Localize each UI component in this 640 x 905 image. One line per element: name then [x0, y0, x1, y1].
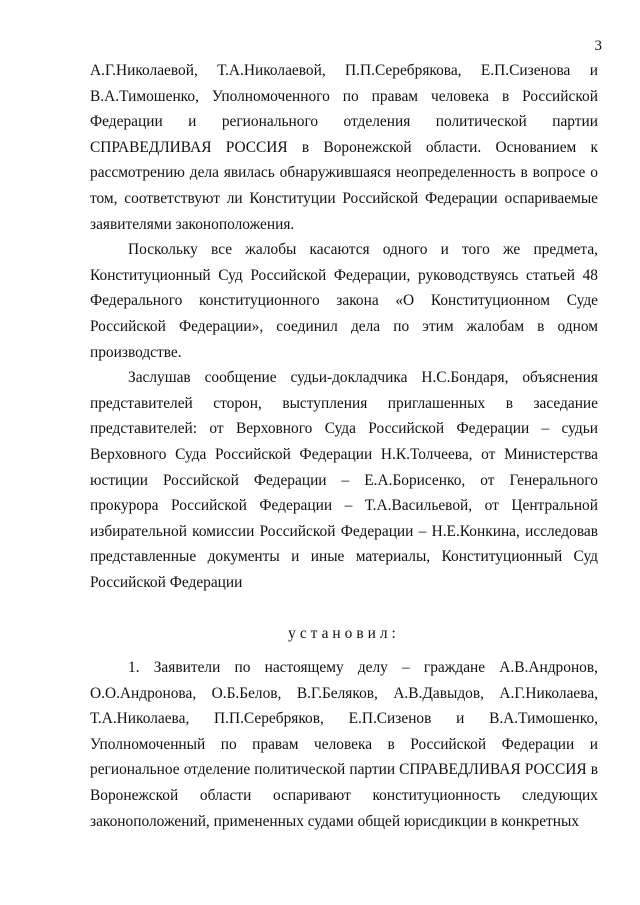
paragraph-joined-cases: Поскольку все жалобы касаются одного и того же предмета, Конституционный Суд Российской Федерации, руководствуясь статьей 48 Федерального конституционного закона «О Конституционном Суде Российской Федерации», соединил дела по этим жалобам в одном производстве. [90, 241, 598, 361]
paragraph-parties-continued: А.Г.Николаевой, Т.А.Николаевой, П.П.Серебрякова, Е.П.Сизенова и В.А.Тимошенко, Уполномоченного по правам человека в Российской Федерации и регионального отделения политической партии СПРАВЕДЛИВАЯ РОССИЯ в Воронежской области. Основанием к рассмотрению дела явилась обнаружившаяся неопределенность в вопросе о том, соответствуют ли Конституции Российской Федерации оспариваемые заявителями законоположения. [90, 62, 598, 233]
page-number: 3 [594, 38, 602, 54]
document-body [90, 58, 598, 834]
paragraph-hearing: Заслушав сообщение судьи-докладчика Н.С.Бондаря, объяснения представителей сторон, выступления приглашенных в заседание представителей: от Верховного Суда Российской Федерации – судьи Верховного Суда Российской Федерации Н.К.Толчеева, от Министерства юстиции Российской Федерации – Е.А.Борисенко, от Генерального прокурора Российской Федерации – Т.А.Васильевой, от Центральной избирательной комиссии Российской Федерации – Н.Е.Конкина, исследовав представленные документы и иные материалы, Конституционный Суд Российской Федерации [90, 369, 598, 591]
section-heading-established: установил: [288, 625, 400, 643]
paragraph-applicants: 1. Заявители по настоящему делу – граждане А.В.Андронов, О.О.Андронова, О.Б.Белов, В.Г.Беляков, А.В.Давыдов, А.Г.Николаева, Т.А.Николаева, П.П.Серебряков, Е.П.Сизенов и В.А.Тимошенко, Уполномоченный по правам человека в Российской Федерации и региональное отделение политической партии СПРАВЕДЛИВАЯ РОССИЯ в Воронежской области оспаривают конституционность следующих законоположений, примененных судами общей юрисдикции в конкретных [90, 659, 598, 830]
